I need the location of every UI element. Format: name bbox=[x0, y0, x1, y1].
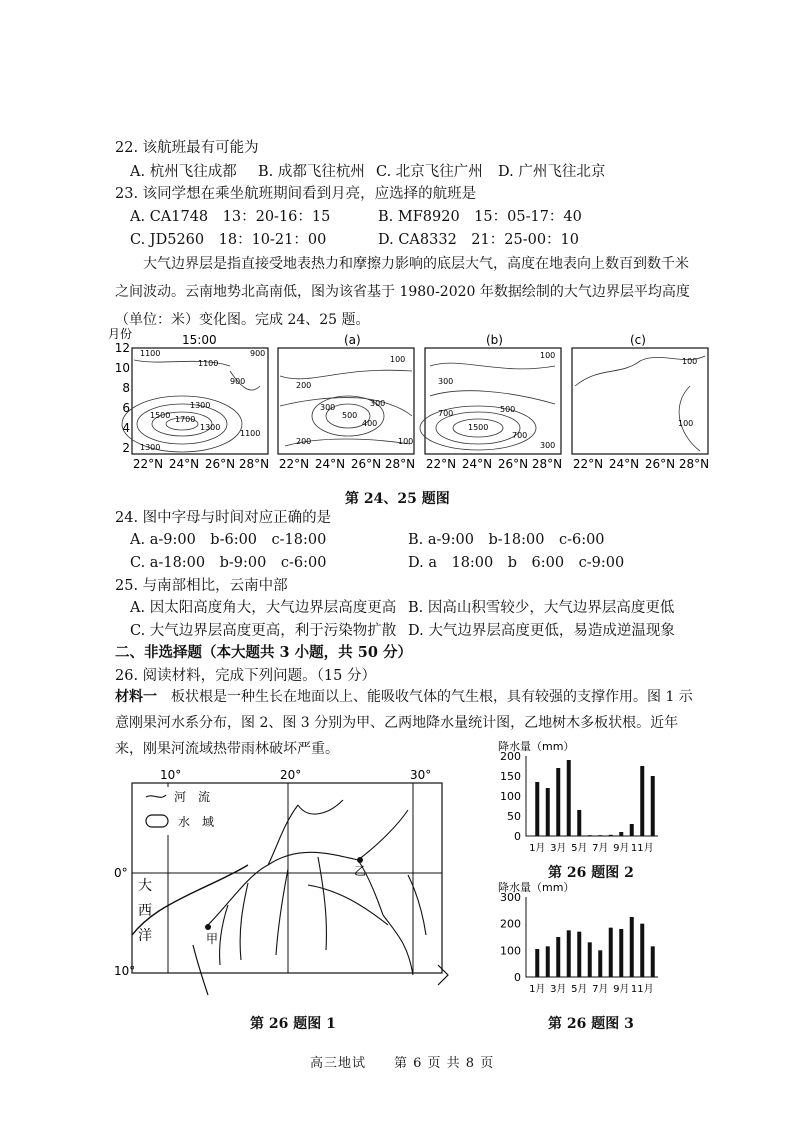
bar-7月 bbox=[598, 835, 602, 836]
x-tick-label: 1月 bbox=[529, 843, 546, 854]
bar-9月 bbox=[619, 929, 623, 977]
contour-label: 900 bbox=[230, 377, 246, 386]
q24-option-b: B. a-9:00 b-18:00 c-6:00 bbox=[408, 532, 605, 548]
bar-5月 bbox=[577, 932, 581, 977]
contour-label: 1100 bbox=[198, 359, 219, 368]
contour-label: 500 bbox=[500, 405, 516, 414]
panel-a bbox=[278, 333, 414, 454]
panel-label: (b) bbox=[486, 333, 503, 347]
q23-option-d: D. CA8332 21：25-00：10 bbox=[378, 232, 579, 248]
x-tick-label: 11月 bbox=[630, 984, 654, 995]
xtick: 24°N bbox=[608, 457, 640, 471]
map-caption: 第 26 题图 1 bbox=[250, 1016, 336, 1032]
contour-label: 200 bbox=[296, 381, 312, 390]
q25-option-b: B. 因高山积雪较少，大气边界层高度更低 bbox=[408, 600, 675, 616]
panel-b bbox=[420, 333, 561, 454]
q25-option-c: C. 大气边界层高度更高，利于污染物扩散 bbox=[130, 623, 397, 639]
bar-8月 bbox=[609, 835, 613, 836]
q23-option-b: B. MF8920 15：05-17：40 bbox=[378, 209, 582, 225]
xtick: 24°N bbox=[168, 457, 200, 471]
chart3-ylabel: 降水量（mm） bbox=[498, 881, 575, 894]
congo-river-map bbox=[108, 765, 458, 1005]
contour-label: 100 bbox=[540, 351, 556, 360]
contour-label: 300 bbox=[438, 377, 454, 386]
section-2-heading: 二、非选择题（本大题共 3 小题，共 50 分） bbox=[115, 644, 412, 661]
q23-option-c: C. JD5260 18：10-21：00 bbox=[130, 232, 327, 248]
contour-label: 300 bbox=[320, 403, 336, 412]
panel-c bbox=[572, 333, 708, 454]
xtick: 28°N bbox=[678, 457, 710, 471]
contour-label: 500 bbox=[342, 411, 358, 420]
xtick: 24°N bbox=[314, 457, 346, 471]
x-tick-label: 7月 bbox=[592, 843, 609, 854]
bar-1月 bbox=[535, 949, 539, 977]
bar-7月 bbox=[598, 950, 602, 977]
bar-5月 bbox=[577, 810, 581, 836]
x-tick-label: 11月 bbox=[630, 843, 654, 854]
xtick: 26°N bbox=[350, 457, 382, 471]
q23-option-a: A. CA1748 13：20-16：15 bbox=[130, 209, 331, 225]
bar-4月 bbox=[567, 930, 571, 977]
yi-location-marker bbox=[357, 857, 363, 863]
bar-2月 bbox=[546, 946, 550, 977]
ytick: 12 bbox=[114, 341, 130, 355]
precip-chart-yi bbox=[488, 881, 678, 1001]
y-tick-label: 300 bbox=[500, 891, 521, 904]
contour-label: 700 bbox=[512, 431, 528, 440]
ytick: 6 bbox=[122, 401, 130, 415]
legend-water: 水 域 bbox=[178, 815, 215, 829]
ytick: 2 bbox=[122, 441, 130, 455]
q22-stem: 22. 该航班最有可能为 bbox=[115, 140, 259, 156]
xtick: 28°N bbox=[238, 457, 270, 471]
q23-stem: 23. 该同学想在乘坐航班期间看到月亮，应选择的航班是 bbox=[115, 186, 477, 202]
q22-option-b: B. 成都飞往杭州 bbox=[258, 164, 365, 180]
q24-option-a: A. a-9:00 b-6:00 c-18:00 bbox=[130, 532, 327, 548]
y-tick-label: 200 bbox=[500, 917, 521, 931]
x-tick-label: 3月 bbox=[550, 984, 567, 995]
bar-4月 bbox=[567, 760, 571, 836]
x-tick-label: 9月 bbox=[613, 843, 630, 854]
lon-label: 10° bbox=[160, 768, 182, 782]
contour-label: 400 bbox=[362, 419, 378, 428]
panel-label: (a) bbox=[344, 333, 361, 347]
xtick: 26°N bbox=[204, 457, 236, 471]
bar-3月 bbox=[556, 937, 560, 977]
q25-option-a: A. 因太阳高度角大，大气边界层高度更高 bbox=[130, 600, 397, 616]
q24-option-c: C. a-18:00 b-9:00 c-6:00 bbox=[130, 555, 327, 571]
fig24-caption: 第 24、25 题图 bbox=[345, 491, 450, 507]
ytick: 10 bbox=[114, 361, 130, 375]
chart2-ylabel: 降水量（mm） bbox=[498, 740, 575, 753]
contour-label: 1100 bbox=[240, 429, 261, 438]
place-yi: 乙 bbox=[354, 864, 367, 878]
bar-10月 bbox=[630, 917, 634, 977]
y-tick-label: 50 bbox=[507, 810, 521, 823]
x-tick-label: 7月 bbox=[592, 984, 609, 995]
contour-label: 300 bbox=[370, 399, 386, 408]
ocean-label: 洋 bbox=[138, 928, 152, 944]
material-text: 板状根是一种生长在地面以上、能吸收气体的气生根，具有较强的支撑作用。图 1 示意刚果河水系分布，图 2、图 3 分别为甲、乙两地降水量统计图，乙地树木多板状根。近年来，刚果河流域热带雨林破坏严重。 bbox=[115, 689, 693, 757]
x-tick-label: 5月 bbox=[571, 843, 588, 854]
jia-location-marker bbox=[205, 924, 211, 930]
bar-3月 bbox=[556, 768, 560, 836]
contour-label: 900 bbox=[250, 349, 266, 358]
contour-label: 100 bbox=[398, 437, 414, 446]
contour-label: 100 bbox=[678, 419, 694, 428]
y-tick-label: 100 bbox=[500, 944, 521, 958]
contour-label: 1100 bbox=[140, 349, 161, 358]
contour-label: 1300 bbox=[140, 443, 161, 452]
bar-9月 bbox=[619, 832, 623, 836]
contour-label: 100 bbox=[390, 355, 406, 364]
bar-11月 bbox=[640, 924, 644, 977]
xtick: 22°N bbox=[425, 457, 457, 471]
q22-option-c: C. 北京飞往广州 bbox=[376, 164, 483, 180]
bar-6月 bbox=[588, 942, 592, 977]
contour-label: 100 bbox=[682, 357, 698, 366]
panel-1500 bbox=[122, 333, 268, 454]
q22-option-a: A. 杭州飞往成都 bbox=[130, 164, 237, 180]
xtick: 26°N bbox=[644, 457, 676, 471]
precip-chart-jia bbox=[488, 740, 678, 860]
y-tick-label: 200 bbox=[500, 750, 521, 763]
ocean-label: 西 bbox=[138, 903, 152, 919]
chart3-caption: 第 26 题图 3 bbox=[548, 1016, 634, 1032]
contour-label: 1500 bbox=[468, 423, 489, 432]
xtick: 28°N bbox=[531, 457, 563, 471]
y-tick-label: 0 bbox=[514, 971, 521, 984]
xtick: 22°N bbox=[572, 457, 604, 471]
ocean-label: 大 bbox=[138, 878, 152, 894]
q22-option-d: D. 广州飞往北京 bbox=[498, 164, 606, 180]
bar-6月 bbox=[588, 835, 592, 836]
y-tick-label: 150 bbox=[500, 770, 521, 783]
xtick: 24°N bbox=[461, 457, 493, 471]
panel-label: (c) bbox=[630, 333, 646, 347]
x-tick-label: 1月 bbox=[529, 984, 546, 995]
x-tick-label: 3月 bbox=[550, 843, 567, 854]
contour-label: 1300 bbox=[200, 423, 221, 432]
bar-11月 bbox=[640, 766, 644, 836]
bar-10月 bbox=[630, 824, 634, 836]
contour-label: 1500 bbox=[150, 411, 171, 420]
contour-label: 200 bbox=[296, 437, 312, 446]
ytick: 8 bbox=[122, 381, 130, 395]
place-jia: 甲 bbox=[206, 932, 219, 946]
q25-option-d: D. 大气边界层高度更低，易造成逆温现象 bbox=[408, 623, 675, 639]
page-footer: 高三地试 第 6 页 共 8 页 bbox=[310, 1056, 495, 1071]
bar-12月 bbox=[651, 776, 655, 836]
ytick: 4 bbox=[122, 421, 130, 435]
x-tick-label: 9月 bbox=[613, 984, 630, 995]
lat-label: 0° bbox=[114, 866, 128, 880]
lon-label: 30° bbox=[410, 768, 432, 782]
q24-stem: 24. 图中字母与时间对应正确的是 bbox=[115, 510, 332, 526]
lat-label: 10° bbox=[114, 964, 136, 978]
contour-label: 1700 bbox=[175, 415, 196, 424]
q25-stem: 25. 与南部相比，云南中部 bbox=[115, 578, 288, 594]
xtick: 22°N bbox=[132, 457, 164, 471]
q24-option-d: D. a 18:00 b 6:00 c-9:00 bbox=[408, 555, 625, 571]
river-network bbox=[208, 800, 448, 985]
xtick: 28°N bbox=[384, 457, 416, 471]
contour-label: 300 bbox=[540, 441, 556, 450]
bar-12月 bbox=[651, 946, 655, 977]
bar-8月 bbox=[609, 928, 613, 977]
panel-label: 15:00 bbox=[182, 333, 217, 347]
x-tick-label: 5月 bbox=[571, 984, 588, 995]
xtick: 26°N bbox=[497, 457, 529, 471]
contour-label: 1300 bbox=[190, 401, 211, 410]
contour-label: 700 bbox=[438, 409, 454, 418]
bar-1月 bbox=[535, 782, 539, 836]
material-label: 材料一 bbox=[115, 689, 157, 705]
boundary-layer-figure bbox=[100, 326, 740, 486]
xtick: 22°N bbox=[278, 457, 310, 471]
legend-river: 河 流 bbox=[174, 790, 211, 804]
lon-label: 20° bbox=[280, 768, 302, 782]
fig24-ylabel: 月份 bbox=[108, 327, 133, 341]
q26-stem: 26. 阅读材料，完成下列问题。（15 分） bbox=[115, 668, 376, 684]
chart2-caption: 第 26 题图 2 bbox=[548, 865, 634, 881]
y-tick-label: 0 bbox=[514, 830, 521, 843]
bar-2月 bbox=[546, 788, 550, 836]
y-tick-label: 100 bbox=[500, 790, 521, 803]
intro-24-25: 大气边界层是指直接受地表热力和摩擦力影响的底层大气，高度在地表向上数百到数千米之间波动。云南地势北高南低，图为该省基于 1980-2020 年数据绘制的大气边界层平均高度（单位：米）变化图。完成 24、25 题。 bbox=[115, 256, 690, 328]
